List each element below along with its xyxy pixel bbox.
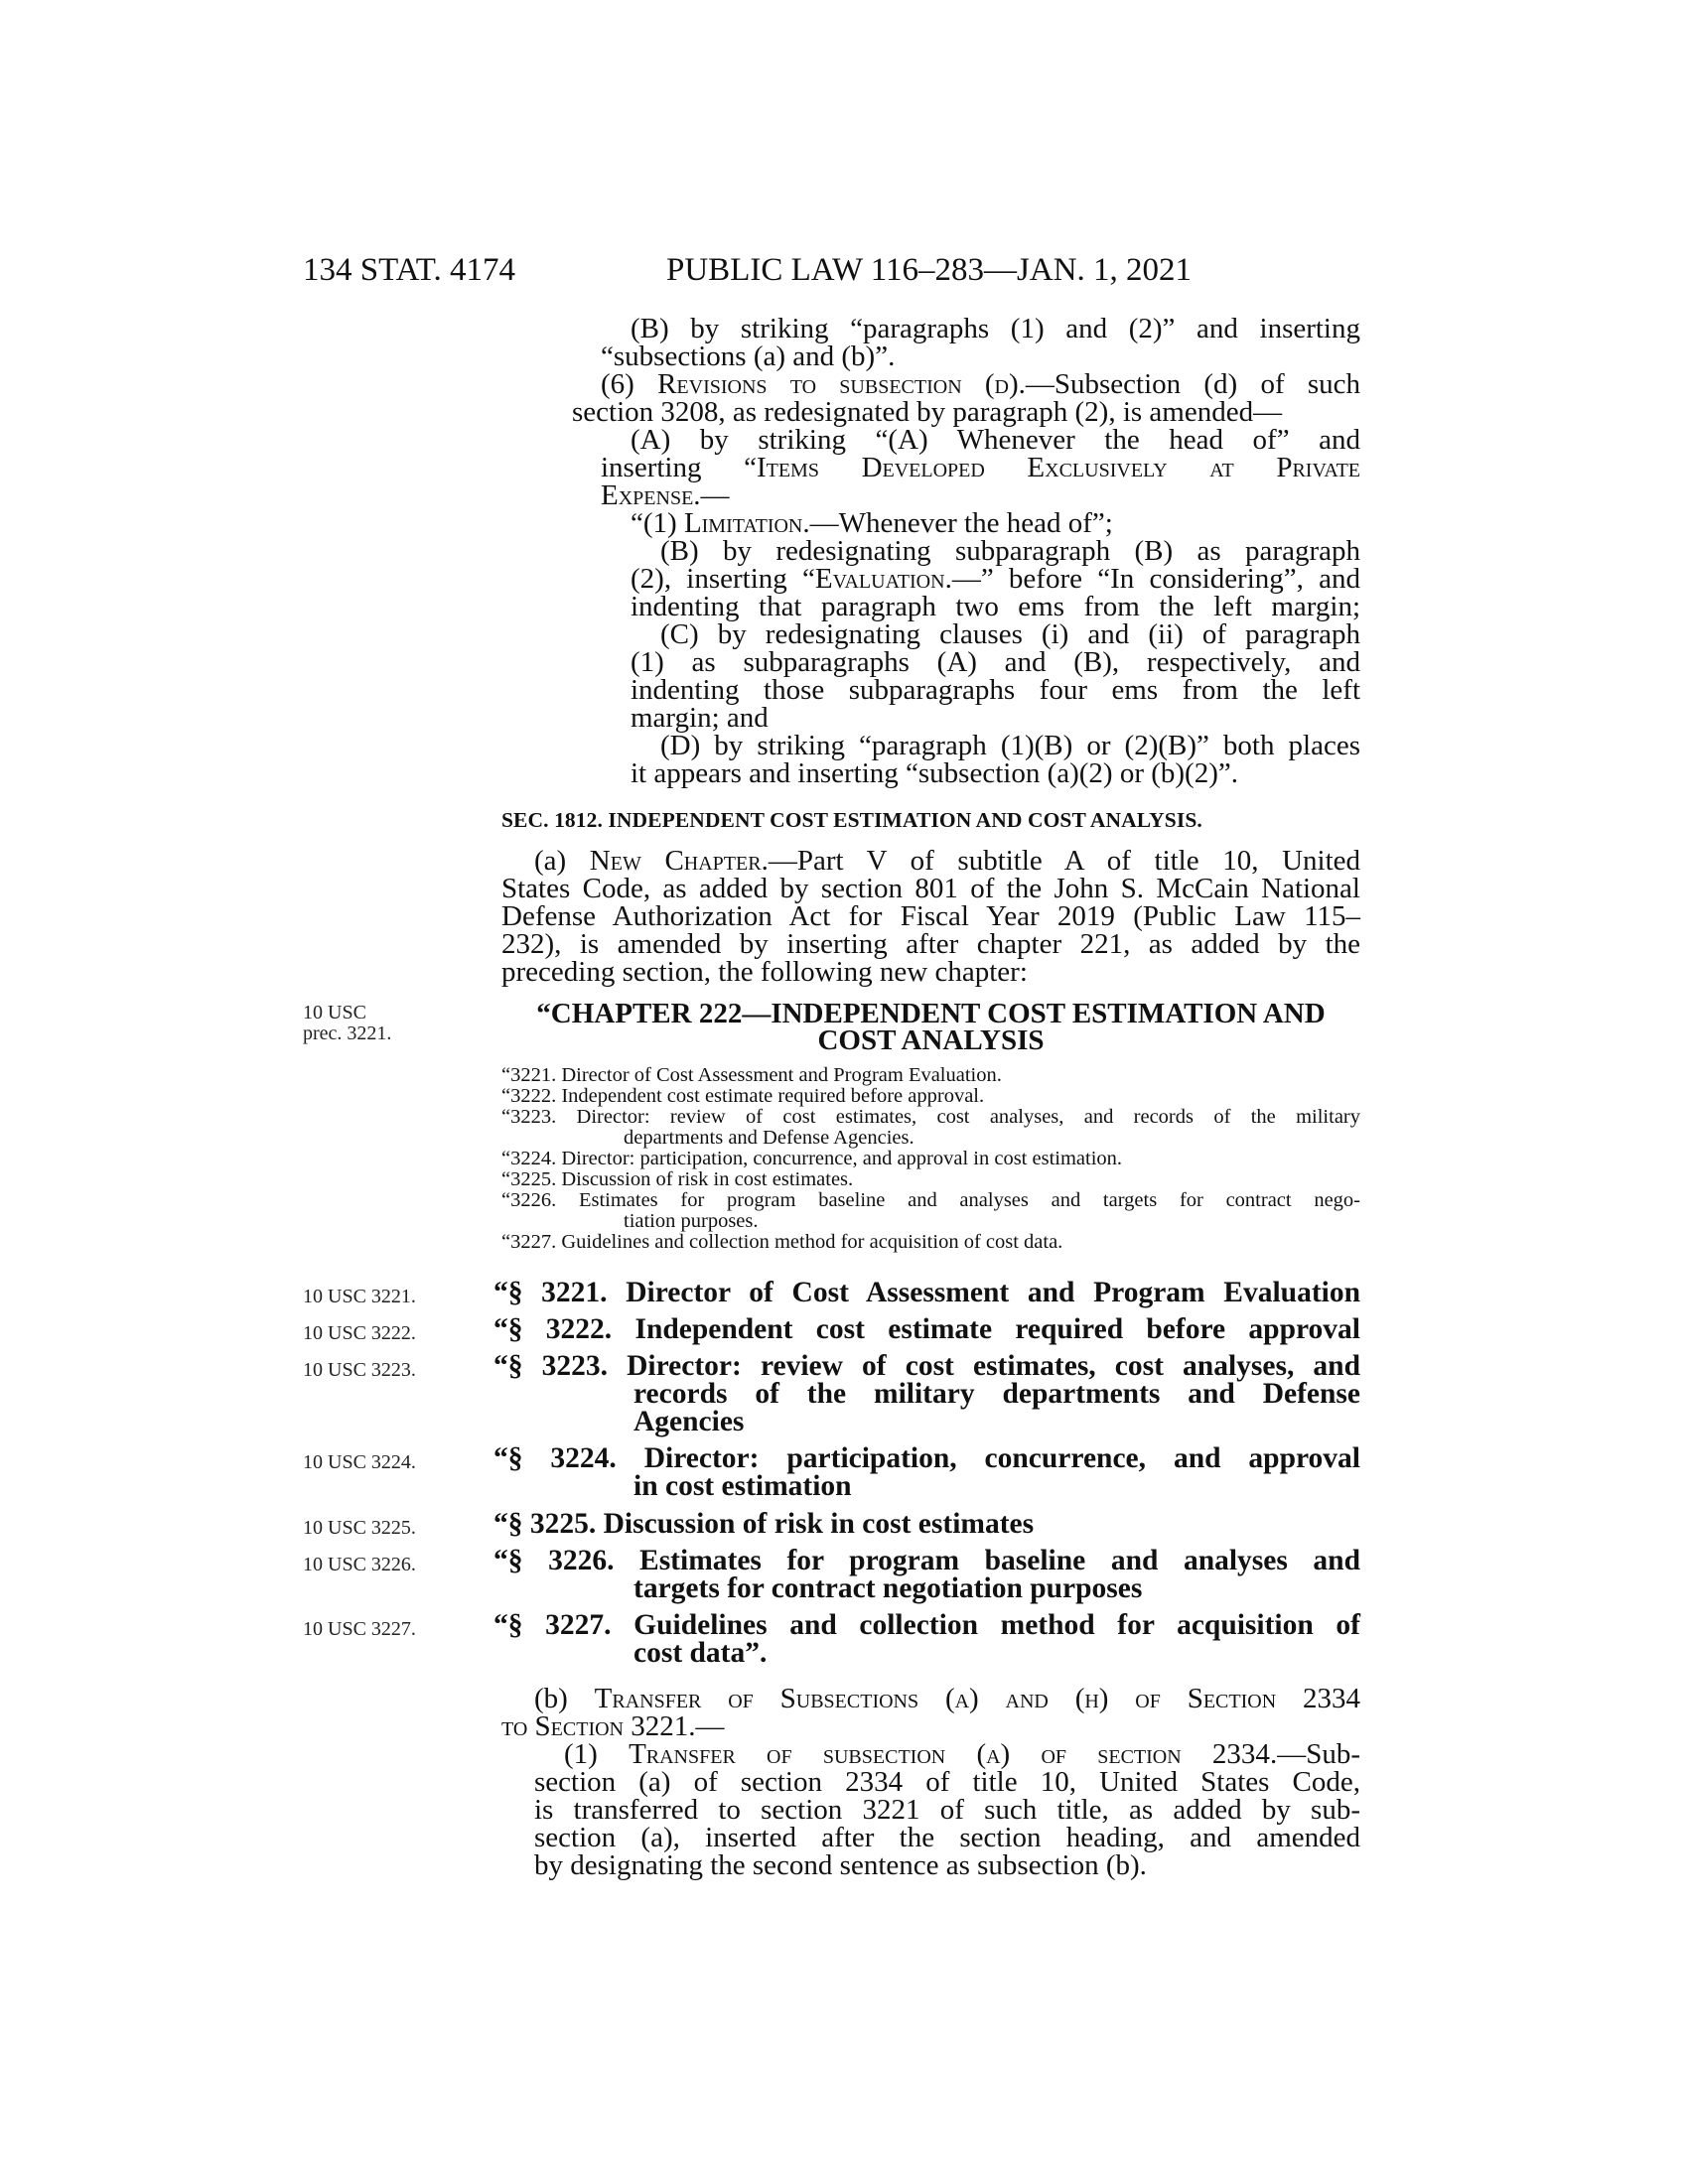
toc-item: “3225. Discussion of risk in cost estimates. [501, 1168, 854, 1190]
section-3226-heading: “§ 3226. Estimates for program baseline and analyses and [493, 1545, 1360, 1576]
margin-note-3222: 10 USC 3222. [303, 1322, 416, 1344]
sub-b-p1-line1: (1) Transfer of subsection (a) of section 2334.—Sub- [564, 1738, 1360, 1770]
para6-d-line1: (D) by striking “paragraph (1)(B) or (2)(B)” both places [660, 730, 1360, 761]
sub-b-line1: (b) Transfer of Subsections (a) and (h) of Section 2334 [534, 1683, 1360, 1714]
toc-item-continued: departments and Defense Agencies. [624, 1127, 914, 1149]
para6-b-line2: (2), inserting “Evaluation.—” before “In considering”, and [631, 563, 1360, 595]
para5-b-line1: (B) by striking “paragraphs (1) and (2)” and inserting [631, 313, 1360, 344]
sub-b-p1-line2: section (a) of section 2334 of title 10, United States Code, [534, 1766, 1360, 1798]
section-3224-heading: “§ 3224. Director: participation, concurrence, and approval [493, 1442, 1360, 1474]
chapter-title: “CHAPTER 222—INDEPENDENT COST ESTIMATION AND COST ANALYSIS [536, 998, 1326, 1056]
toc-item: “3224. Director: participation, concurrence, and approval in cost estimation. [501, 1148, 1123, 1169]
para6-quote-limitation: “(1) Limitation.—Whenever the head of”; [631, 507, 1113, 539]
section-3227-heading-line2: cost data”. [633, 1637, 768, 1669]
section-3223-heading: “§ 3223. Director: review of cost estimates, cost analyses, and [493, 1350, 1360, 1382]
section-3227-heading: “§ 3227. Guidelines and collection method for acquisition of [493, 1609, 1360, 1641]
statute-reference: 134 STAT. 4174 [303, 252, 516, 288]
page-header [303, 252, 1345, 292]
section-3225-heading: “§ 3225. Discussion of risk in cost estimates [493, 1508, 1035, 1540]
sec1812-a-line5: preceding section, the following new chapter: [501, 956, 1028, 988]
para6-intro: (6) Revisions to subsection (d).—Subsection (d) of such [601, 368, 1360, 400]
toc-item: “3227. Guidelines and collection method for acquisition of cost data. [501, 1231, 1063, 1253]
para6-a-line1: (A) by striking “(A) Whenever the head of” and [631, 424, 1360, 456]
sec1812-a-line3: Defense Authorization Act for Fiscal Year 2019 (Public Law 115– [501, 900, 1360, 932]
section-3223-heading-line2: records of the military departments and Defense [633, 1378, 1360, 1410]
sub-b-p1-line3: is transferred to section 3221 of such title, as added by sub- [534, 1794, 1360, 1826]
para5-b-line2: “subsections (a) and (b)”. [601, 341, 896, 372]
sec1812-a-line4: 232), is amended by inserting after chapter 221, as added by the [501, 928, 1360, 960]
margin-note-chapter: 10 USC prec. 3221. [303, 1002, 392, 1044]
toc-item-continued: tiation purposes. [624, 1210, 759, 1232]
sub-b-p1-line4: section (a), inserted after the section heading, and amended [534, 1822, 1360, 1853]
toc-item: “3223. Director: review of cost estimates, cost analyses, and records of the military [501, 1106, 1360, 1128]
para6-c-line4: margin; and [631, 702, 769, 734]
para6-d-line2: it appears and inserting “subsection (a)(2) or (b)(2)”. [631, 757, 1238, 789]
toc-item: “3226. Estimates for program baseline and analyses and targets for contract nego- [501, 1189, 1360, 1211]
toc-item: “3221. Director of Cost Assessment and Program Evaluation. [501, 1064, 1002, 1086]
section-3221-heading: “§ 3221. Director of Cost Assessment and Program Evaluation [493, 1277, 1360, 1308]
section-3224-heading-line2: in cost estimation [633, 1470, 852, 1502]
margin-note-3227: 10 USC 3227. [303, 1618, 416, 1640]
para6-c-line1: (C) by redesignating clauses (i) and (ii) of paragraph [660, 618, 1360, 650]
sec1812-a-line2: States Code, as added by section 801 of the John S. McCain National [501, 873, 1360, 904]
section-3223-heading-line3: Agencies [633, 1406, 745, 1437]
margin-note-3224: 10 USC 3224. [303, 1451, 416, 1473]
margin-note-3226: 10 USC 3226. [303, 1554, 416, 1575]
toc-item: “3222. Independent cost estimate required before approval. [501, 1085, 985, 1107]
sub-b-line2: to Section 3221.— [501, 1710, 725, 1742]
section-3226-heading-line2: targets for contract negotiation purposes [633, 1572, 1143, 1604]
para6-line2: section 3208, as redesignated by paragraph (2), is amended— [572, 396, 1283, 428]
para6-b-line3: indenting that paragraph two ems from the left margin; [631, 591, 1360, 622]
section-3222-heading: “§ 3222. Independent cost estimate required before approval [493, 1313, 1360, 1345]
sec1812-a-line1: (a) New Chapter.—Part V of subtitle A of title 10, United [534, 845, 1360, 877]
section-1812-heading: SEC. 1812. INDEPENDENT COST ESTIMATION AND COST ANALYSIS. [501, 808, 1202, 832]
margin-note-3225: 10 USC 3225. [303, 1517, 416, 1539]
sub-b-p1-line5: by designating the second sentence as subsection (b). [534, 1849, 1147, 1881]
margin-note-3221: 10 USC 3221. [303, 1286, 416, 1307]
para6-a-line2: inserting “Items Developed Exclusively at Private [601, 452, 1360, 483]
para6-c-line3: indenting those subparagraphs four ems from the left [631, 674, 1360, 706]
margin-note-3223: 10 USC 3223. [303, 1359, 416, 1381]
para6-c-line2: (1) as subparagraphs (A) and (B), respectively, and [631, 646, 1360, 678]
para6-a-line3: Expense.— [601, 479, 730, 511]
para6-b-line1: (B) by redesignating subparagraph (B) as paragraph [660, 535, 1360, 567]
public-law-title: PUBLIC LAW 116–283—JAN. 1, 2021 [666, 252, 1193, 288]
